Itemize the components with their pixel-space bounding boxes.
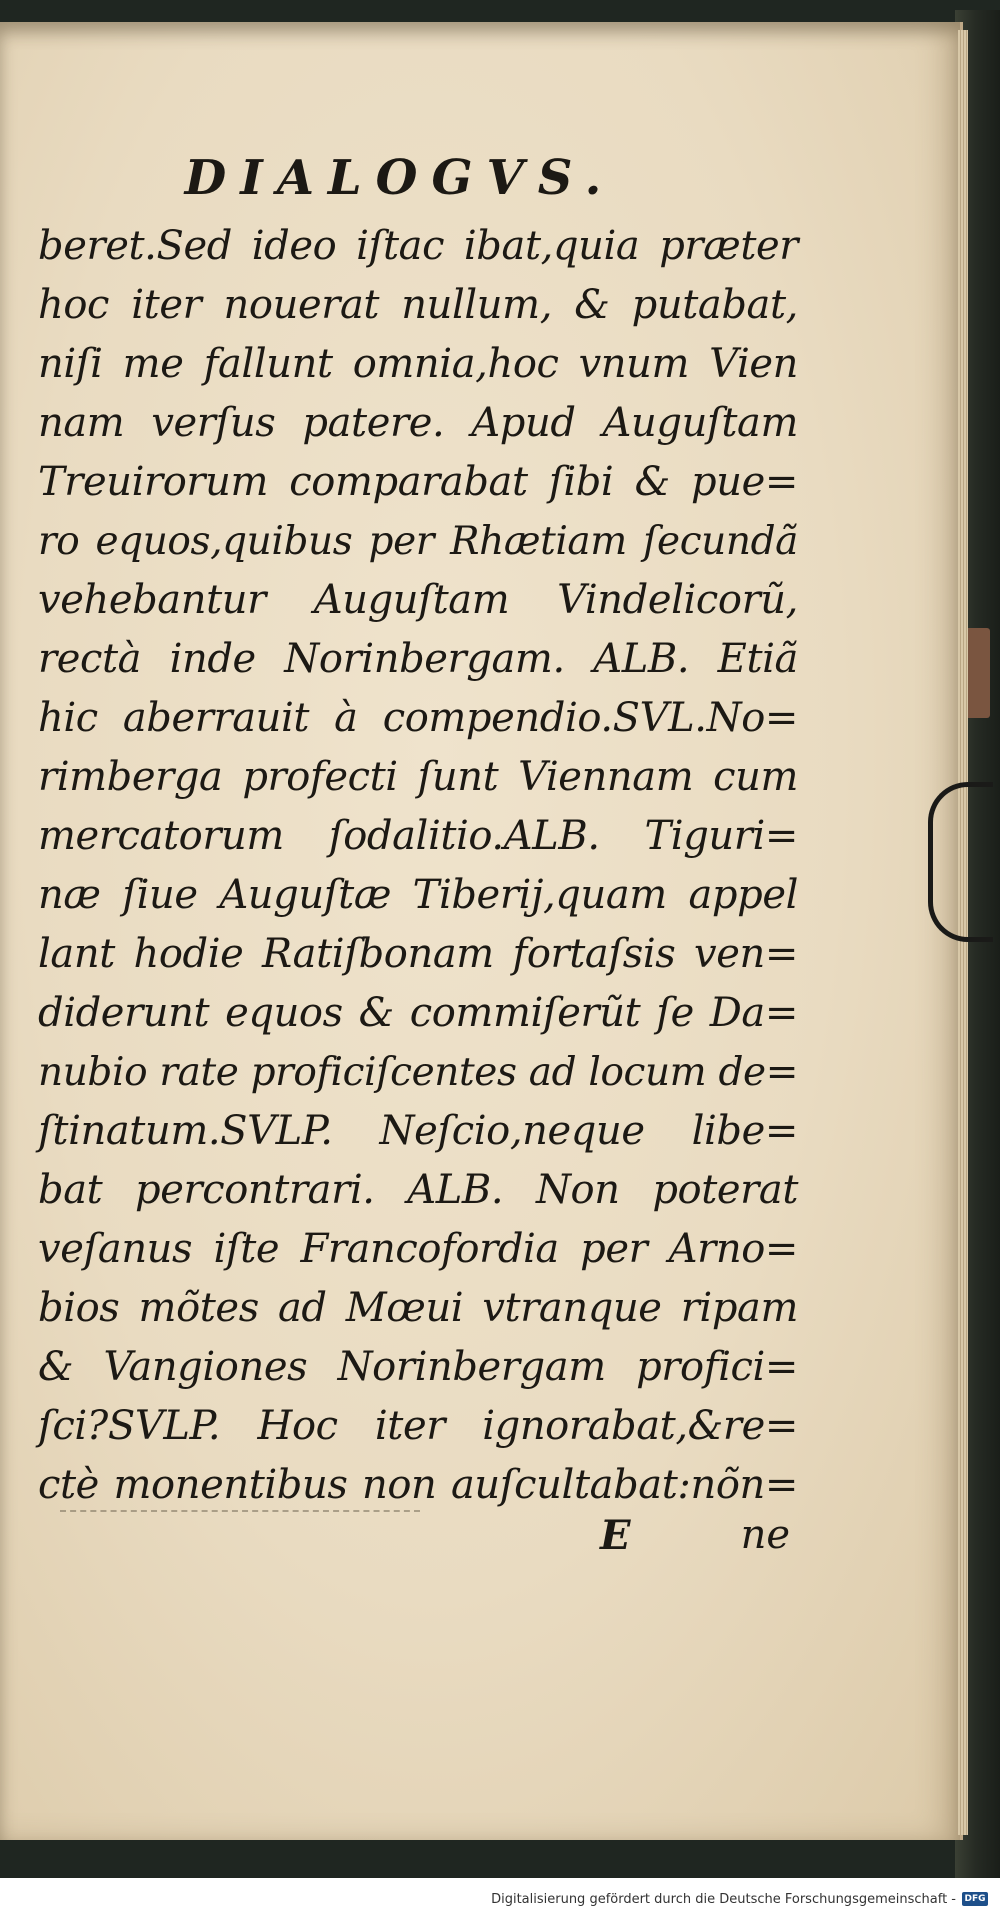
text-line: bat percontrari. ALB. Non poterat — [38, 1167, 798, 1213]
text-line: beret.Sed ideo iſtac ibat,quia præter — [38, 223, 798, 269]
page-footer — [600, 1512, 790, 1559]
text-line: niſi me fallunt omnia,hoc vnum Vien — [38, 341, 798, 387]
dfg-logo: DFG — [962, 1892, 988, 1906]
text-line: & Vangiones Norinbergam profici= — [38, 1344, 798, 1390]
text-line: ſci?SVLP. Hoc iter ignorabat,&re= — [38, 1403, 798, 1449]
text-line: veſanus iſte Francofordia per Arno= — [38, 1226, 798, 1272]
text-block — [38, 217, 798, 1515]
credit-text: Digitalisierung gefördert durch die Deutsche Forschungsgemeinschaft - — [491, 1891, 956, 1907]
text-line: lant hodie Ratiſbonam fortaſsis ven= — [38, 931, 798, 977]
text-line: hoc iter nouerat nullum, & putabat, — [38, 282, 798, 328]
text-line: hic aberrauit à compendio.SVL.No= — [38, 695, 798, 741]
text-line: mercatorum ſodalitio.ALB. Tiguri= — [38, 813, 798, 859]
dashed-rule — [60, 1510, 420, 1512]
text-line: Treuirorum comparabat ſibi & pue= — [38, 459, 798, 505]
catchword: ne — [740, 1512, 790, 1558]
text-line: ſtinatum.SVLP. Neſcio,neque libe= — [38, 1108, 798, 1154]
text-line: nubio rate proficiſcentes ad locum de= — [38, 1050, 798, 1095]
text-line: rimberga profecti ſunt Viennam cum — [38, 754, 798, 800]
text-line: diderunt equos & commiſerũt ſe Da= — [38, 990, 798, 1036]
binder-clip — [928, 782, 993, 942]
text-line: næ ſiue Auguſtæ Tiberij,quam appel — [38, 872, 798, 918]
text-line: ctè monentibus non auſcultabat:nõn= — [38, 1462, 798, 1508]
text-line: rectà inde Norinbergam. ALB. Etiã — [38, 636, 798, 682]
book-page — [0, 22, 963, 1840]
signature-mark: E — [600, 1512, 631, 1559]
text-line: nam verſus patere. Apud Auguſtam — [38, 400, 798, 446]
text-line: ro equos,quibus per Rhætiam ſecundã — [38, 519, 798, 564]
text-line: bios mõtes ad Mœui vtranque ripam — [38, 1285, 798, 1331]
running-head: DIALOGVS. — [184, 150, 616, 206]
text-line: vehebantur Auguſtam Vindelicorũ, — [38, 577, 798, 623]
credit-bar — [0, 1878, 1000, 1920]
